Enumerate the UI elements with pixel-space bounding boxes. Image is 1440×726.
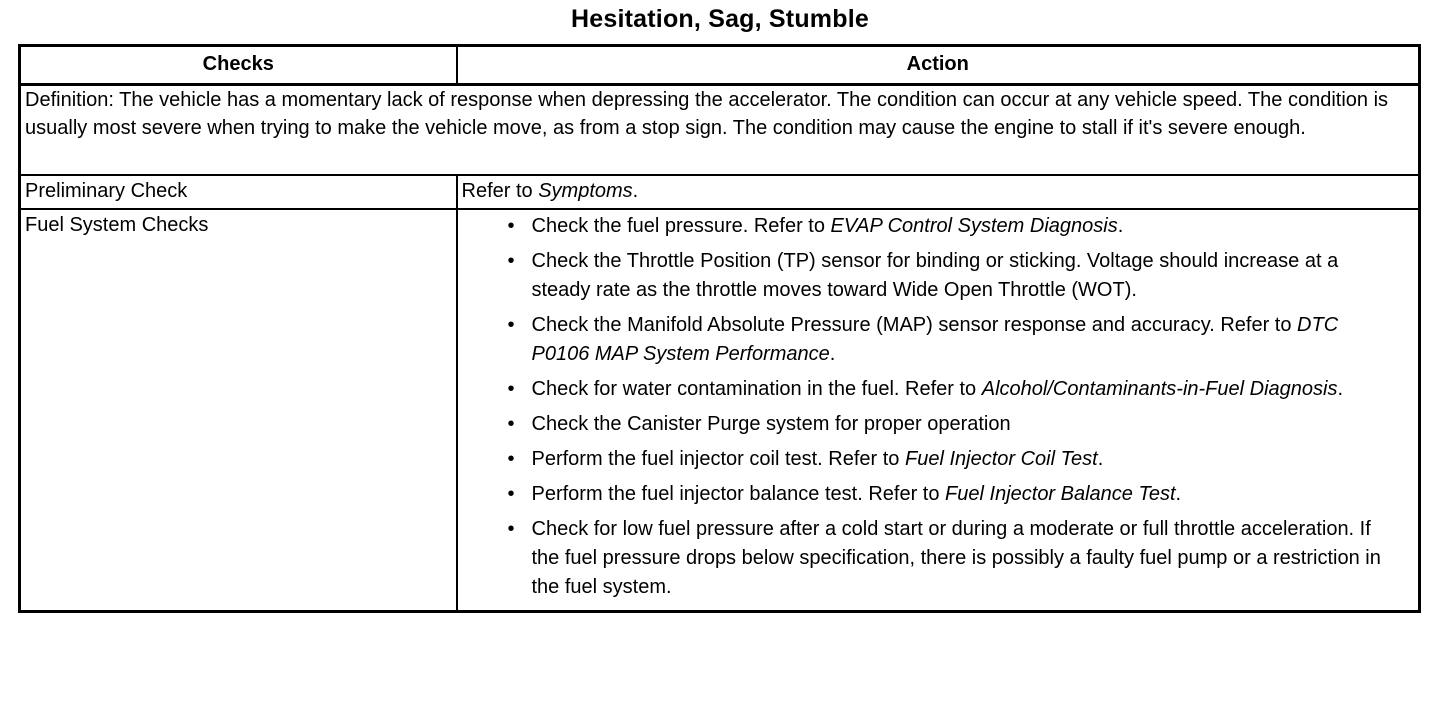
- action-item-reference: Fuel Injector Balance Test: [945, 483, 1176, 505]
- bullet-icon: •: [507, 483, 515, 505]
- action-item-text: Check for low fuel pressure after a cold start or during a moderate or full throttle acceleration. If the fuel pressure drops below specification, there is possibly a faulty fuel pump or a restriction in the fuel system.: [531, 518, 1381, 598]
- fuel-system-action-item: [502, 445, 1415, 474]
- action-item-reference: DTC P0106 MAP System Performance: [531, 314, 1339, 365]
- bullet-icon: •: [507, 314, 515, 336]
- action-item-text: Check the Canister Purge system for proper operation: [531, 413, 1011, 435]
- fuel-system-action-item: [502, 212, 1415, 241]
- header-row: [20, 46, 1420, 85]
- fuel-system-actions: [457, 209, 1420, 612]
- bullet-icon: •: [507, 378, 515, 400]
- preliminary-action-end: .: [632, 180, 639, 202]
- preliminary-action-reference: Symptoms: [538, 180, 633, 202]
- bullet-icon: •: [507, 250, 515, 272]
- definition-text: Definition: The vehicle has a momentary lack of response when depressing the accelerator. The condition can occur at any vehicle speed. The condition is usually most severe when trying to make the vehicle move, as from a stop sign. The condition may cause the engine to stall if it's severe enough.: [20, 85, 1420, 176]
- fuel-system-action-item: [502, 311, 1415, 369]
- action-item-end: .: [1337, 378, 1344, 400]
- action-item-end: .: [1175, 483, 1182, 505]
- bullet-icon: •: [507, 413, 515, 435]
- fuel-system-action-list: [462, 212, 1415, 610]
- definition-row: [20, 85, 1420, 176]
- preliminary-action: [457, 175, 1420, 209]
- fuel-system-action-item: [502, 375, 1415, 404]
- checks-column-header: Checks: [20, 46, 457, 85]
- action-item-text: Check the fuel pressure. Refer to: [531, 215, 831, 237]
- preliminary-check-label: Preliminary Check: [20, 175, 457, 209]
- fuel-system-action-item: [502, 515, 1415, 602]
- preliminary-row: [20, 175, 1420, 209]
- fuel-system-action-item: [502, 480, 1415, 509]
- action-item-end: .: [1117, 215, 1124, 237]
- bullet-icon: •: [507, 215, 515, 237]
- action-item-text: Check for water contamination in the fuel. Refer to: [531, 378, 982, 400]
- action-column-header: Action: [457, 46, 1420, 85]
- action-item-text: Check the Manifold Absolute Pressure (MAP) sensor response and accuracy. Refer to: [531, 314, 1298, 336]
- action-item-reference: EVAP Control System Diagnosis: [830, 215, 1118, 237]
- diagnosis-table: [18, 44, 1421, 613]
- fuel-system-check-label: Fuel System Checks: [20, 209, 457, 612]
- action-item-text: Perform the fuel injector balance test. Refer to: [531, 483, 946, 505]
- action-item-text: Perform the fuel injector coil test. Refer to: [531, 448, 905, 470]
- document-title: Hesitation, Sag, Stumble: [571, 5, 869, 33]
- bullet-icon: •: [507, 448, 515, 470]
- action-item-reference: Fuel Injector Coil Test: [905, 448, 1098, 470]
- action-item-end: .: [1097, 448, 1104, 470]
- fuel-system-action-item: [502, 410, 1415, 439]
- action-item-reference: Alcohol/Contaminants-in-Fuel Diagnosis: [981, 378, 1338, 400]
- action-item-end: .: [829, 343, 836, 365]
- action-item-text: Check the Throttle Position (TP) sensor for binding or sticking. Voltage should increase at a steady rate as the throttle moves toward Wide Open Throttle (WOT).: [531, 250, 1339, 301]
- preliminary-action-text: Refer to: [461, 180, 539, 202]
- fuel-system-action-item: [502, 247, 1415, 305]
- bullet-icon: •: [507, 518, 515, 540]
- fuel-system-row: [20, 209, 1420, 612]
